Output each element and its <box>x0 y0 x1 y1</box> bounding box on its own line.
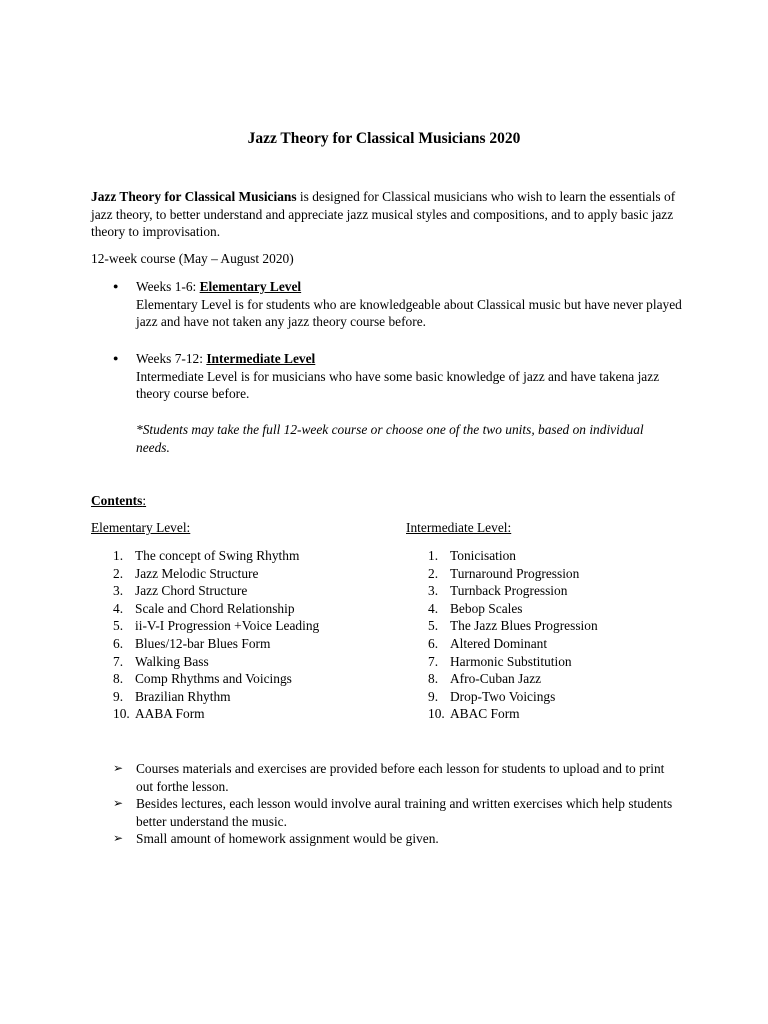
level-name: Elementary Level <box>199 279 302 294</box>
level-name: Intermediate Level <box>206 351 316 366</box>
contents-heading: Contents: <box>91 493 147 508</box>
course-duration: 12-week course (May – August 2020) <box>91 251 294 266</box>
list-item: ➢ Small amount of homework assignment would be given. <box>113 831 439 847</box>
level-description: Intermediate Level is for musicians who have some basic knowledge of jazz and have takena jazz theory course before. <box>136 368 660 402</box>
intro-text: is designed for Classical musicians who wish to learn the essentials of jazz theory, to better understand and appreciate jazz musical styles and compositions, and to apply basic jazz theory to improvisation. <box>91 189 676 240</box>
enrollment-note: *Students may take the full 12-week course or choose one of the two units, based on individual needs. <box>136 422 644 455</box>
arrowhead-bullet-icon: ➢ <box>113 831 124 846</box>
bullet-dot-icon: ● <box>113 281 119 291</box>
course-notes-list <box>113 760 673 848</box>
intro-paragraph <box>91 188 691 241</box>
document-page: Jazz Theory for Classical Musicians 2020 Jazz Theory for Classical Musicians is designed for Classical musicians who wish to learn the essentials of jazz theory, to better understand and appreciate jazz musical styles and compositions, and to apply basic jazz theory to improvisation. 12-week course (May – August 2020) ● Weeks 1-6: Elementary Level Elementary Level is for students who are knowledgeable about Classical music but have never played jazz and have not taken any jazz theory course before. ● Weeks 7-12: Intermediate Level Intermediate Level is for musicians who have some basic knowledge of jazz and have takena jazz theory course before. *Students may take the full 12-week course or choose one of the two units, based on individual needs. Contents: Elementary Level: Intermediate Level: 1. The concept of Swing Rhythm 2. Jazz Melodic Structure 3. Jazz Chord Structure 4. Scale and Chord Relationship 5. ii-V-I Progression +Voice Leading 6. Blues/12-bar Blues Form 7. Walking Bass 8. Comp Rhythms and Voicings 9. Brazilian Rhythm 10. AABA Form 1. Tonicisation 2. Turnaround Progression 3. Turnback Progression 4. Bebop Scales 5. The Jazz Blues Progression 6. Altered Dominant 7. Harmonic Substitution 8. Afro-Cuban Jazz 9. Drop-Two Voicings 10. ABAC Form ➢ Courses materials and exercises are provided before each lesson for students to upload and to print out forthe lesson. ➢ Besides lectures, each lesson would involve aural training and written exercises which help students better understand the music. ➢ Small amount of homework assignment would be given. <box>0 0 768 1024</box>
intermediate-topics-heading: Intermediate Level: <box>406 520 512 535</box>
bullet-dot-icon: ● <box>113 353 119 363</box>
arrowhead-bullet-icon: ➢ <box>113 761 124 775</box>
level-weeks: Weeks 7-12: <box>136 351 207 366</box>
elementary-topics-heading: Elementary Level: <box>91 520 191 535</box>
level-weeks: Weeks 1-6: <box>136 279 200 294</box>
intro-course-name: Jazz Theory for Classical Musicians <box>91 189 297 204</box>
list-item: ➢ Courses materials and exercises are provided before each lesson for students to upload and to print out forthe lesson. <box>113 761 665 794</box>
arrowhead-bullet-icon: ➢ <box>113 796 124 811</box>
level-description: Elementary Level is for students who are knowledgeable about Classical music but have never played jazz and have not taken any jazz theory course before. <box>136 296 682 330</box>
list-item: ➢ Besides lectures, each lesson would involve aural training and written exercises which help students better understand the music. <box>113 796 673 829</box>
document-title: Jazz Theory for Classical Musicians 2020 <box>247 130 521 147</box>
